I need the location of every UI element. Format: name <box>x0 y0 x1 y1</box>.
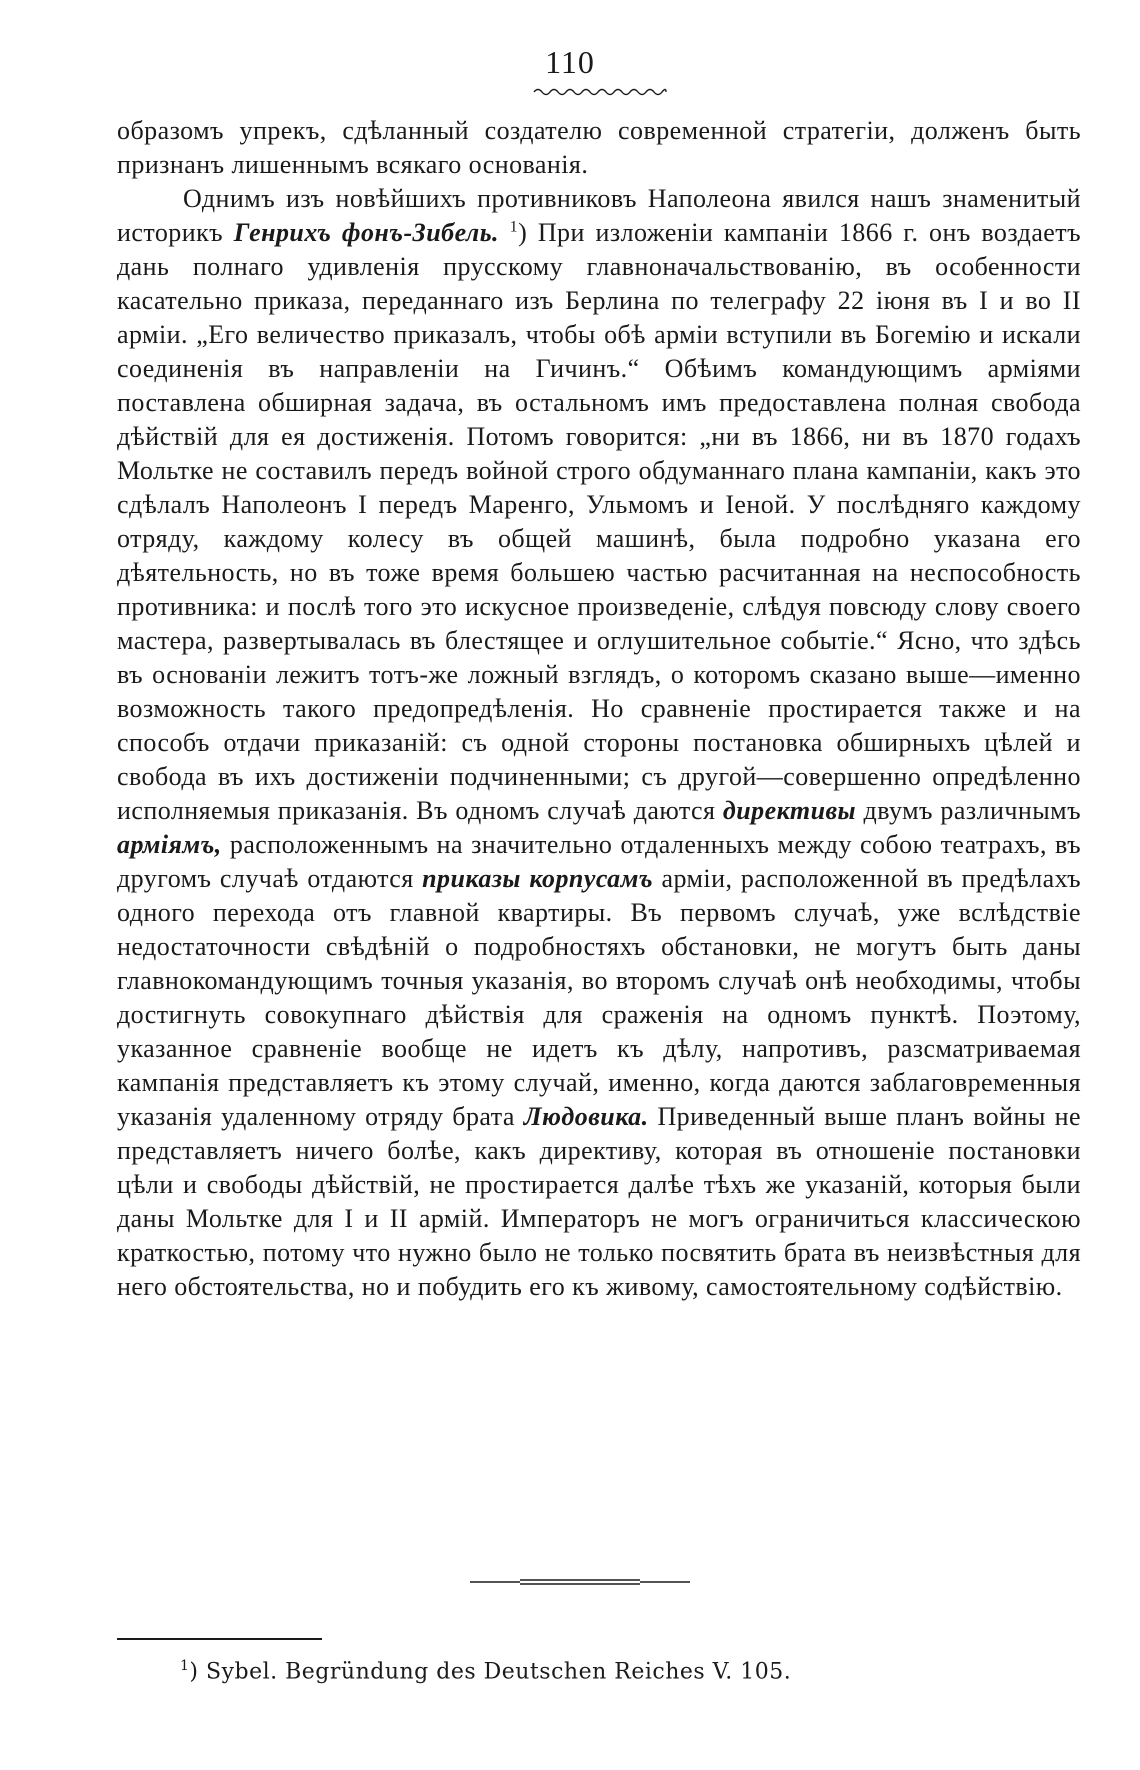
paragraph-text: Приведенный выше планъ войны не представляетъ ничего болѣе, какъ директиву, которая въ отношеніе постановки цѣли и свободы дѣйствій, не простирается далѣе тѣхъ же указаній, которыя были даны Мольтке для I и II армій. Императоръ не могъ ограничиться классическою краткостью, потому что нужно было не только посвятить брата въ неизвѣстныя для него обстоятельства, но и побудить его къ живому, самостоятельному содѣйствію. <box>117 1102 1081 1301</box>
paragraph-text: ) При изложеніи кампаніи 1866 г. онъ воздаетъ дань полнаго удивленія прусскому главноначальствованію, въ особенности касательно приказа, переданнаго изъ Берлина по телеграфу 22 іюня въ I и во II арміи. „Его величество приказалъ, чтобы обѣ арміи вступили въ Богемію и искали соединенія въ направленіи на Гичинъ.“ Обѣимъ командующимъ арміями поставлена обширная задача, въ остальномъ имъ предоставлена полная свобода дѣйствій для ея достиженія. Потомъ говорится: „ни въ 1866, ни въ 1870 годахъ Мольтке не составилъ передъ войной строго обдуманнаго плана кампаніи, какъ это сдѣлалъ Наполеонъ I передъ Маренго, Ульмомъ и Іеной. У послѣдняго каждому отряду, каждому колесу въ общей машинѣ, была подробно указана его дѣятельность, но въ тоже время большею частью расчитанная на неспособность противника: и послѣ того это искусное произведеніе, слѣдуя повсюду слову своего мастера, развертывалась въ блестящее и оглушительное событіе.“ Ясно, что здѣсь въ основаніи лежитъ тотъ-же ложный взглядъ, о которомъ сказано выше—именно возможность такого предопредѣленія. Но сравненіе простирается также и на способъ отдачи приказаній: съ одной стороны постановка обширныхъ цѣлей и свобода въ ихъ достиженіи подчиненными; съ другой—совершенно опредѣленно исполняемыя приказанія. Въ одномъ случаѣ даются <box>117 218 1082 825</box>
footnote-reference: 1 <box>509 218 519 236</box>
paragraph-text: арміи, расположенной въ предѣлахъ одного перехода отъ главной квартиры. Въ первомъ случаѣ, уже вслѣдствіе недостаточности свѣдѣній о подробностяхъ обстановки, не могутъ быть даны главнокомандующимъ точныя указанія, во второмъ случаѣ онѣ необходимы, чтобы достигнуть совокупнаго дѣйствія для сраженія на одномъ пунктѣ. Поэтому, указанное сравненіе вообще не идетъ къ дѣлу, напротивъ, разсматриваемая кампанія представляетъ къ этому случай, именно, когда даются заблаговременныя указанія удаленному отряду брата <box>117 864 1081 1131</box>
paragraph-text: расположеннымъ на значительно отдаленныхъ между собою театрахъ, въ другомъ случаѣ отдаются <box>117 830 1081 893</box>
author-name: Генрихъ фонъ-Зибель. <box>233 218 499 247</box>
footnote-marker: 1 <box>180 1658 190 1674</box>
footnote-text: ) Sybel. Begründung des Deutschen Reiches V. 105. <box>189 1659 792 1685</box>
paragraph-text: двумъ различнымъ <box>856 796 1081 825</box>
footnote <box>180 1658 980 1684</box>
paragraph-text: Однимъ изъ новѣйшихъ противниковъ Наполеона явился нашъ знаменитый историкъ <box>117 184 1081 247</box>
paragraph-main <box>117 182 1081 1304</box>
body-text <box>117 114 1081 1304</box>
footnote-separator <box>117 1638 322 1640</box>
page-number: 110 <box>545 44 595 80</box>
page-number-ornament <box>532 86 668 96</box>
emphasis-corps-orders: приказы корпусамъ <box>422 864 653 893</box>
section-end-rule <box>470 1575 690 1589</box>
paragraph-continuation: образомъ упрекъ, сдѣланный создателю современной стратегіи, долженъ быть признанъ лишеннымъ всякаго основанія. <box>117 116 1081 179</box>
emphasis-armies: арміямъ, <box>117 830 222 859</box>
emphasis-ludovic: Людовика. <box>523 1102 649 1131</box>
emphasis-directives: директивы <box>722 796 857 825</box>
